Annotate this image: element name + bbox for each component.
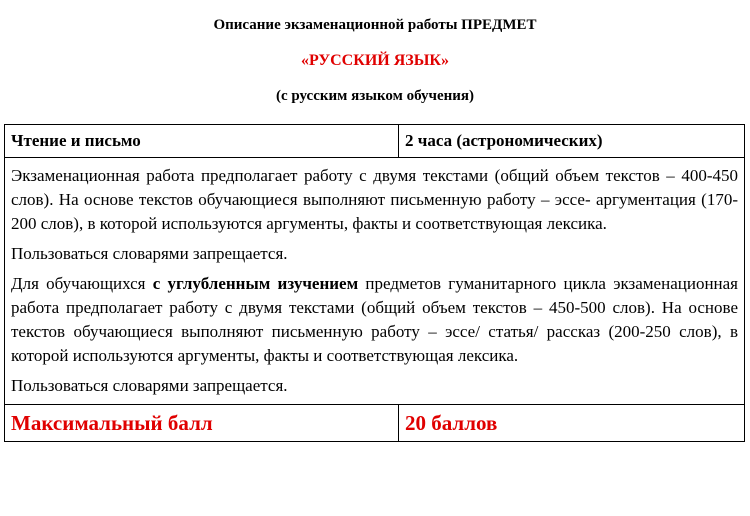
advanced-study-emphasis: с углубленным изучением xyxy=(152,274,359,293)
advanced-intro-text: Для обучающихся xyxy=(11,274,153,293)
max-score-value: 20 баллов xyxy=(399,405,745,442)
duration-cell: 2 часа (астрономических) xyxy=(399,125,745,158)
table-body-row xyxy=(5,158,745,405)
max-score-label: Максимальный балл xyxy=(5,405,399,442)
description-paragraph-advanced xyxy=(11,272,738,368)
language-note: (с русским языком обучения) xyxy=(275,88,475,104)
advanced-body-text: предметов гуманитарного цикла экзаменационная работа предполагает работу с двумя текстами (общий объем текстов – 450-500 слов). На основе текстов обучающиеся выполняют письменную работу – эссе/ статья/ рассказ (200-250 слов), в которой используются аргументы, факты и соответствующая лексика. xyxy=(11,274,739,365)
dictionary-rule-2: Пользоваться словарями запрещается. xyxy=(11,376,288,395)
subject-title: «РУССКИЙ ЯЗЫК» xyxy=(300,52,450,69)
description-cell xyxy=(5,158,745,405)
page-title: Описание экзаменационной работы ПРЕДМЕТ xyxy=(213,17,537,33)
table-footer-row xyxy=(5,405,745,442)
description-paragraph-1: Экзаменационная работа предполагает работу с двумя текстами (общий объем текстов – 400-450 слов). На основе текстов обучающиеся выполняют письменную работу – эссе- аргументация (170-200 слов), в которой используются аргументы, факты и соответствующая лексика. xyxy=(11,166,738,233)
section-name-cell: Чтение и письмо xyxy=(5,125,399,158)
exam-description-table xyxy=(4,124,745,442)
dictionary-rule-1: Пользоваться словарями запрещается. xyxy=(11,244,288,263)
table-header-row xyxy=(5,125,745,158)
